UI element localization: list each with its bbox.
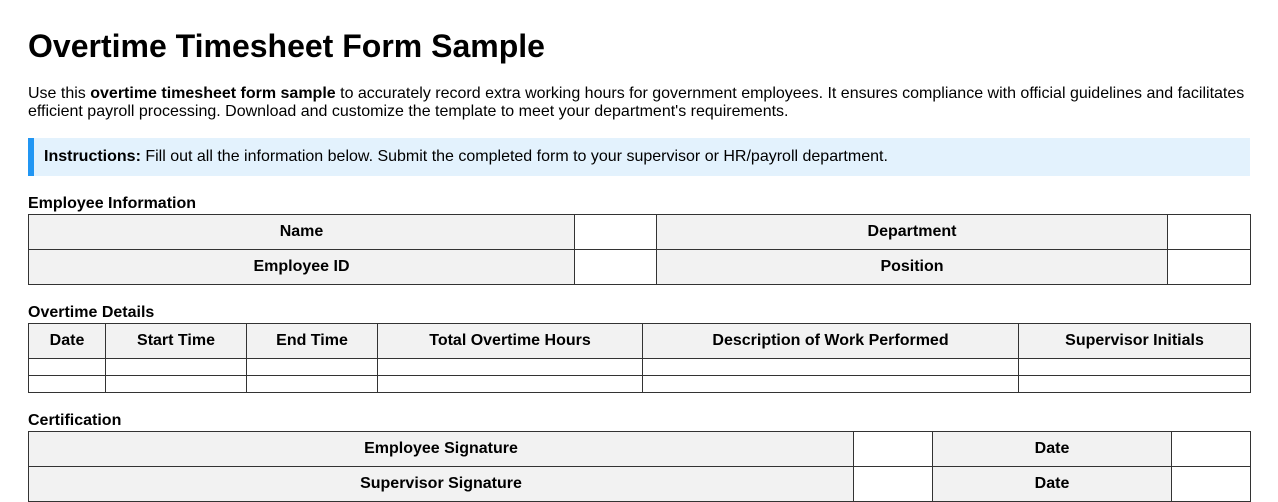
section-title-certification: Certification (28, 412, 122, 429)
column-header-supervisor-initials: Supervisor Initials (1019, 324, 1251, 359)
instructions-callout (28, 138, 1250, 176)
employee-signature-date-field[interactable] (1172, 432, 1251, 467)
page-title: Overtime Timesheet Form Sample (28, 28, 545, 64)
supervisor-signature-date-field[interactable] (1172, 467, 1251, 502)
field-label-employee-signature: Employee Signature (29, 432, 854, 467)
table-row (29, 432, 1251, 467)
start-time-cell[interactable] (106, 359, 247, 376)
intro-suffix: to accurately record extra working hours for government employees. It ensures compliance with official guidelines and facilitates efficient payroll processing. Download and customize the template to meet your department's requirements. (28, 85, 1245, 120)
column-header-start-time: Start Time (106, 324, 247, 359)
field-label-date: Date (933, 467, 1172, 502)
column-header-end-time: End Time (247, 324, 378, 359)
employee-id-field[interactable] (575, 250, 657, 285)
table-row (29, 376, 1251, 393)
date-cell[interactable] (29, 376, 106, 393)
table-row (29, 215, 1251, 250)
table-row (29, 467, 1251, 502)
department-field[interactable] (1168, 215, 1251, 250)
total-hours-cell[interactable] (378, 376, 643, 393)
employee-signature-field[interactable] (854, 432, 933, 467)
date-cell[interactable] (29, 359, 106, 376)
intro-prefix: Use this (28, 85, 91, 102)
supervisor-signature-field[interactable] (854, 467, 933, 502)
table-header-row (29, 324, 1251, 359)
description-cell[interactable] (643, 376, 1019, 393)
field-label-position: Position (657, 250, 1168, 285)
table-row (29, 250, 1251, 285)
end-time-cell[interactable] (247, 359, 378, 376)
field-label-department: Department (657, 215, 1168, 250)
total-hours-cell[interactable] (378, 359, 643, 376)
field-label-employee-id: Employee ID (29, 250, 575, 285)
column-header-date: Date (29, 324, 106, 359)
section-title-employee-info: Employee Information (28, 195, 197, 212)
supervisor-initials-cell[interactable] (1019, 376, 1251, 393)
section-title-overtime-details: Overtime Details (28, 304, 155, 321)
overtime-details-table (28, 323, 1251, 393)
table-row (29, 359, 1251, 376)
intro-paragraph (28, 85, 1250, 121)
position-field[interactable] (1168, 250, 1251, 285)
field-label-date: Date (933, 432, 1172, 467)
certification-table (28, 431, 1251, 502)
start-time-cell[interactable] (106, 376, 247, 393)
description-cell[interactable] (643, 359, 1019, 376)
employee-info-table (28, 214, 1251, 285)
field-label-supervisor-signature: Supervisor Signature (29, 467, 854, 502)
intro-bold: overtime timesheet form sample (90, 85, 336, 102)
name-field[interactable] (575, 215, 657, 250)
column-header-description: Description of Work Performed (643, 324, 1019, 359)
field-label-name: Name (29, 215, 575, 250)
supervisor-initials-cell[interactable] (1019, 359, 1251, 376)
column-header-total-overtime-hours: Total Overtime Hours (378, 324, 643, 359)
end-time-cell[interactable] (247, 376, 378, 393)
instructions-text: Fill out all the information below. Submit the completed form to your supervisor or HR/payroll department. (140, 148, 888, 165)
instructions-label: Instructions: (44, 148, 141, 165)
